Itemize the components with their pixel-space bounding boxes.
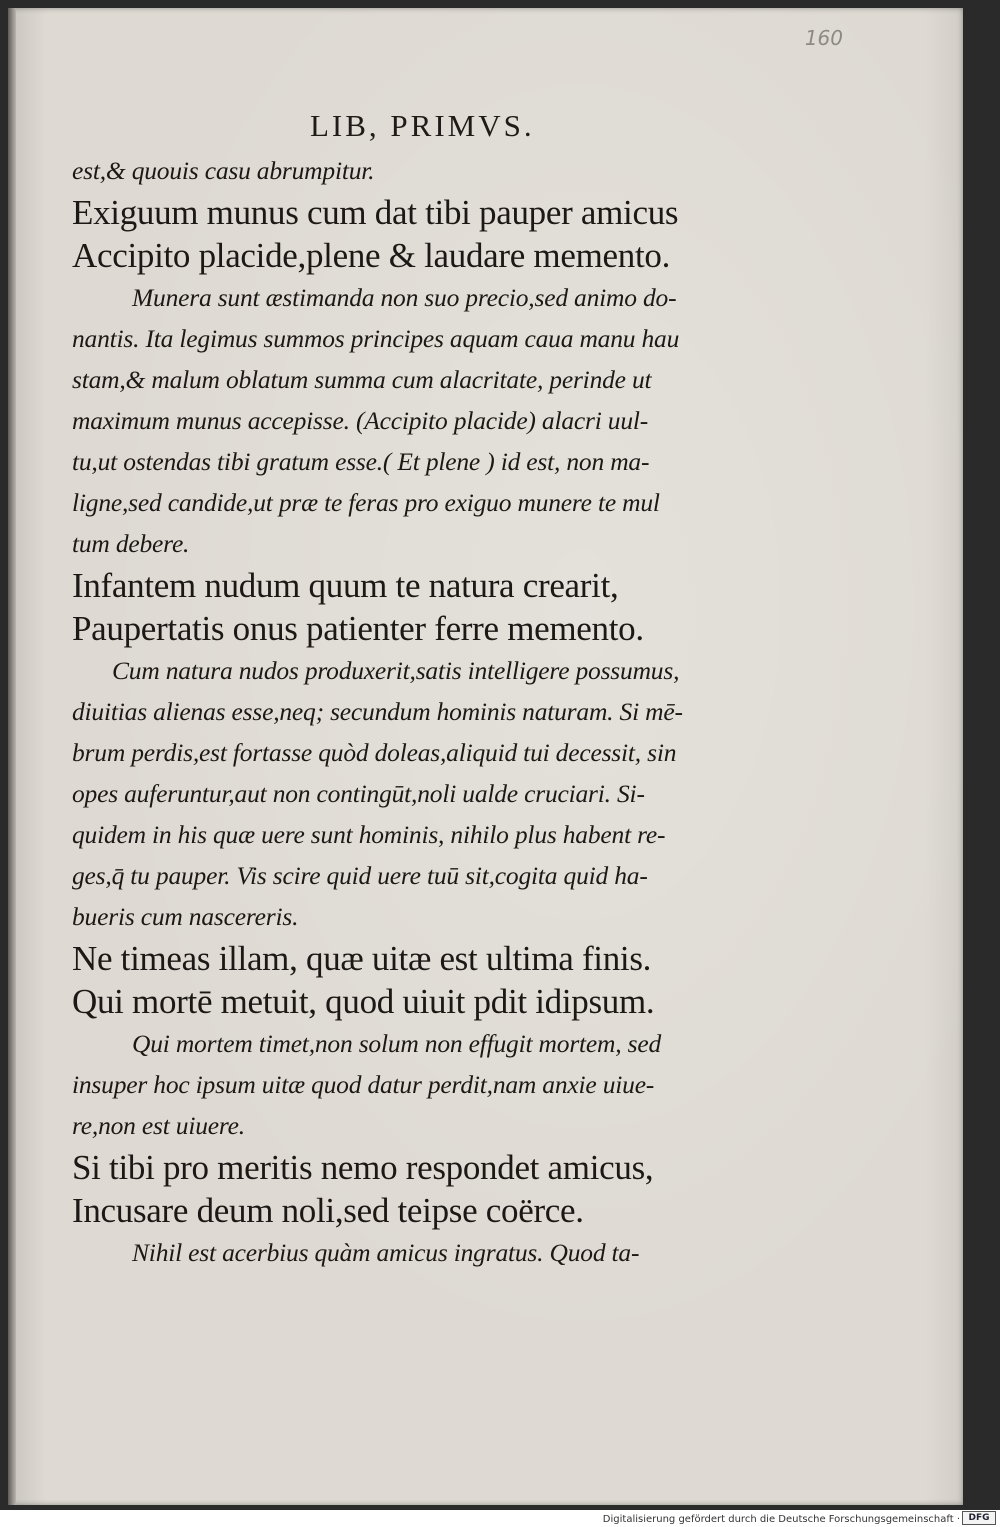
gloss-line: stam,& malum oblatum summa cum alacritate, perinde ut xyxy=(72,365,652,394)
gloss-line: ligne,sed candide,ut præ te feras pro exiguo munere te mul xyxy=(72,488,660,517)
gloss-line: bueris cum nascereris. xyxy=(72,902,299,931)
folio-number: 160 xyxy=(804,26,843,50)
gloss-line: quidem in his quæ uere sunt hominis, nihilo plus habent re- xyxy=(72,820,666,849)
gloss-line: brum perdis,est fortasse quòd doleas,aliquid tui decessit, sin xyxy=(72,738,677,767)
verse-line: Infantem nudum quum te natura crearit, xyxy=(72,566,619,605)
gloss-line: ges,q̄ tu pauper. Vis scire quid uere tuū sit,cogita quid ha- xyxy=(72,861,648,890)
running-header: LIB, PRIMVS. xyxy=(310,108,535,143)
gloss-line: Cum natura nudos produxerit,satis intelligere possumus, xyxy=(112,656,680,685)
gloss-line: opes auferuntur,aut non contingūt,noli ualde cruciari. Si- xyxy=(72,779,645,808)
gloss-line: maximum munus accepisse. (Accipito placide) alacri uul- xyxy=(72,406,649,435)
verse-line: Si tibi pro meritis nemo respondet amicus, xyxy=(72,1148,654,1187)
gloss-line: est,& quouis casu abrumpitur. xyxy=(72,156,375,185)
gloss-line: Munera sunt æstimanda non suo precio,sed animo do- xyxy=(132,283,677,312)
verse-line: Ne timeas illam, quæ uitæ est ultima finis. xyxy=(72,939,652,978)
footer-bar xyxy=(0,1510,1000,1527)
verse-line: Incusare deum noli,sed teipse coërce. xyxy=(72,1191,584,1230)
footer-credit: Digitalisierung gefördert durch die Deutsche Forschungsgemeinschaft · xyxy=(602,1514,960,1525)
gloss-line: Nihil est acerbius quàm amicus ingratus. Quod ta- xyxy=(132,1238,640,1267)
gloss-line: tum debere. xyxy=(72,529,190,558)
page-gutter-edge xyxy=(8,8,16,1505)
gloss-line: diuitias alienas esse,neq; secundum hominis naturam. Si mē- xyxy=(72,697,683,726)
verse-line: Paupertatis onus patienter ferre memento. xyxy=(72,609,644,648)
verse-line: Qui mortē metuit, quod uiuit pdit idipsum. xyxy=(72,982,655,1021)
gloss-line: nantis. Ita legimus summos principes aquam caua manu hau xyxy=(72,324,680,353)
text-block xyxy=(72,150,872,1273)
dfg-logo: DFG xyxy=(962,1511,996,1525)
gloss-line: tu,ut ostendas tibi gratum esse.( Et plene ) id est, non ma- xyxy=(72,447,650,476)
verse-line: Accipito placide,plene & laudare memento. xyxy=(72,236,671,275)
gloss-line: Qui mortem timet,non solum non effugit mortem, sed xyxy=(132,1029,661,1058)
gloss-line: re,non est uiuere. xyxy=(72,1111,245,1140)
gloss-line: insuper hoc ipsum uitæ quod datur perdit,nam anxie uiue- xyxy=(72,1070,655,1099)
verse-line: Exiguum munus cum dat tibi pauper amicus xyxy=(72,193,679,232)
